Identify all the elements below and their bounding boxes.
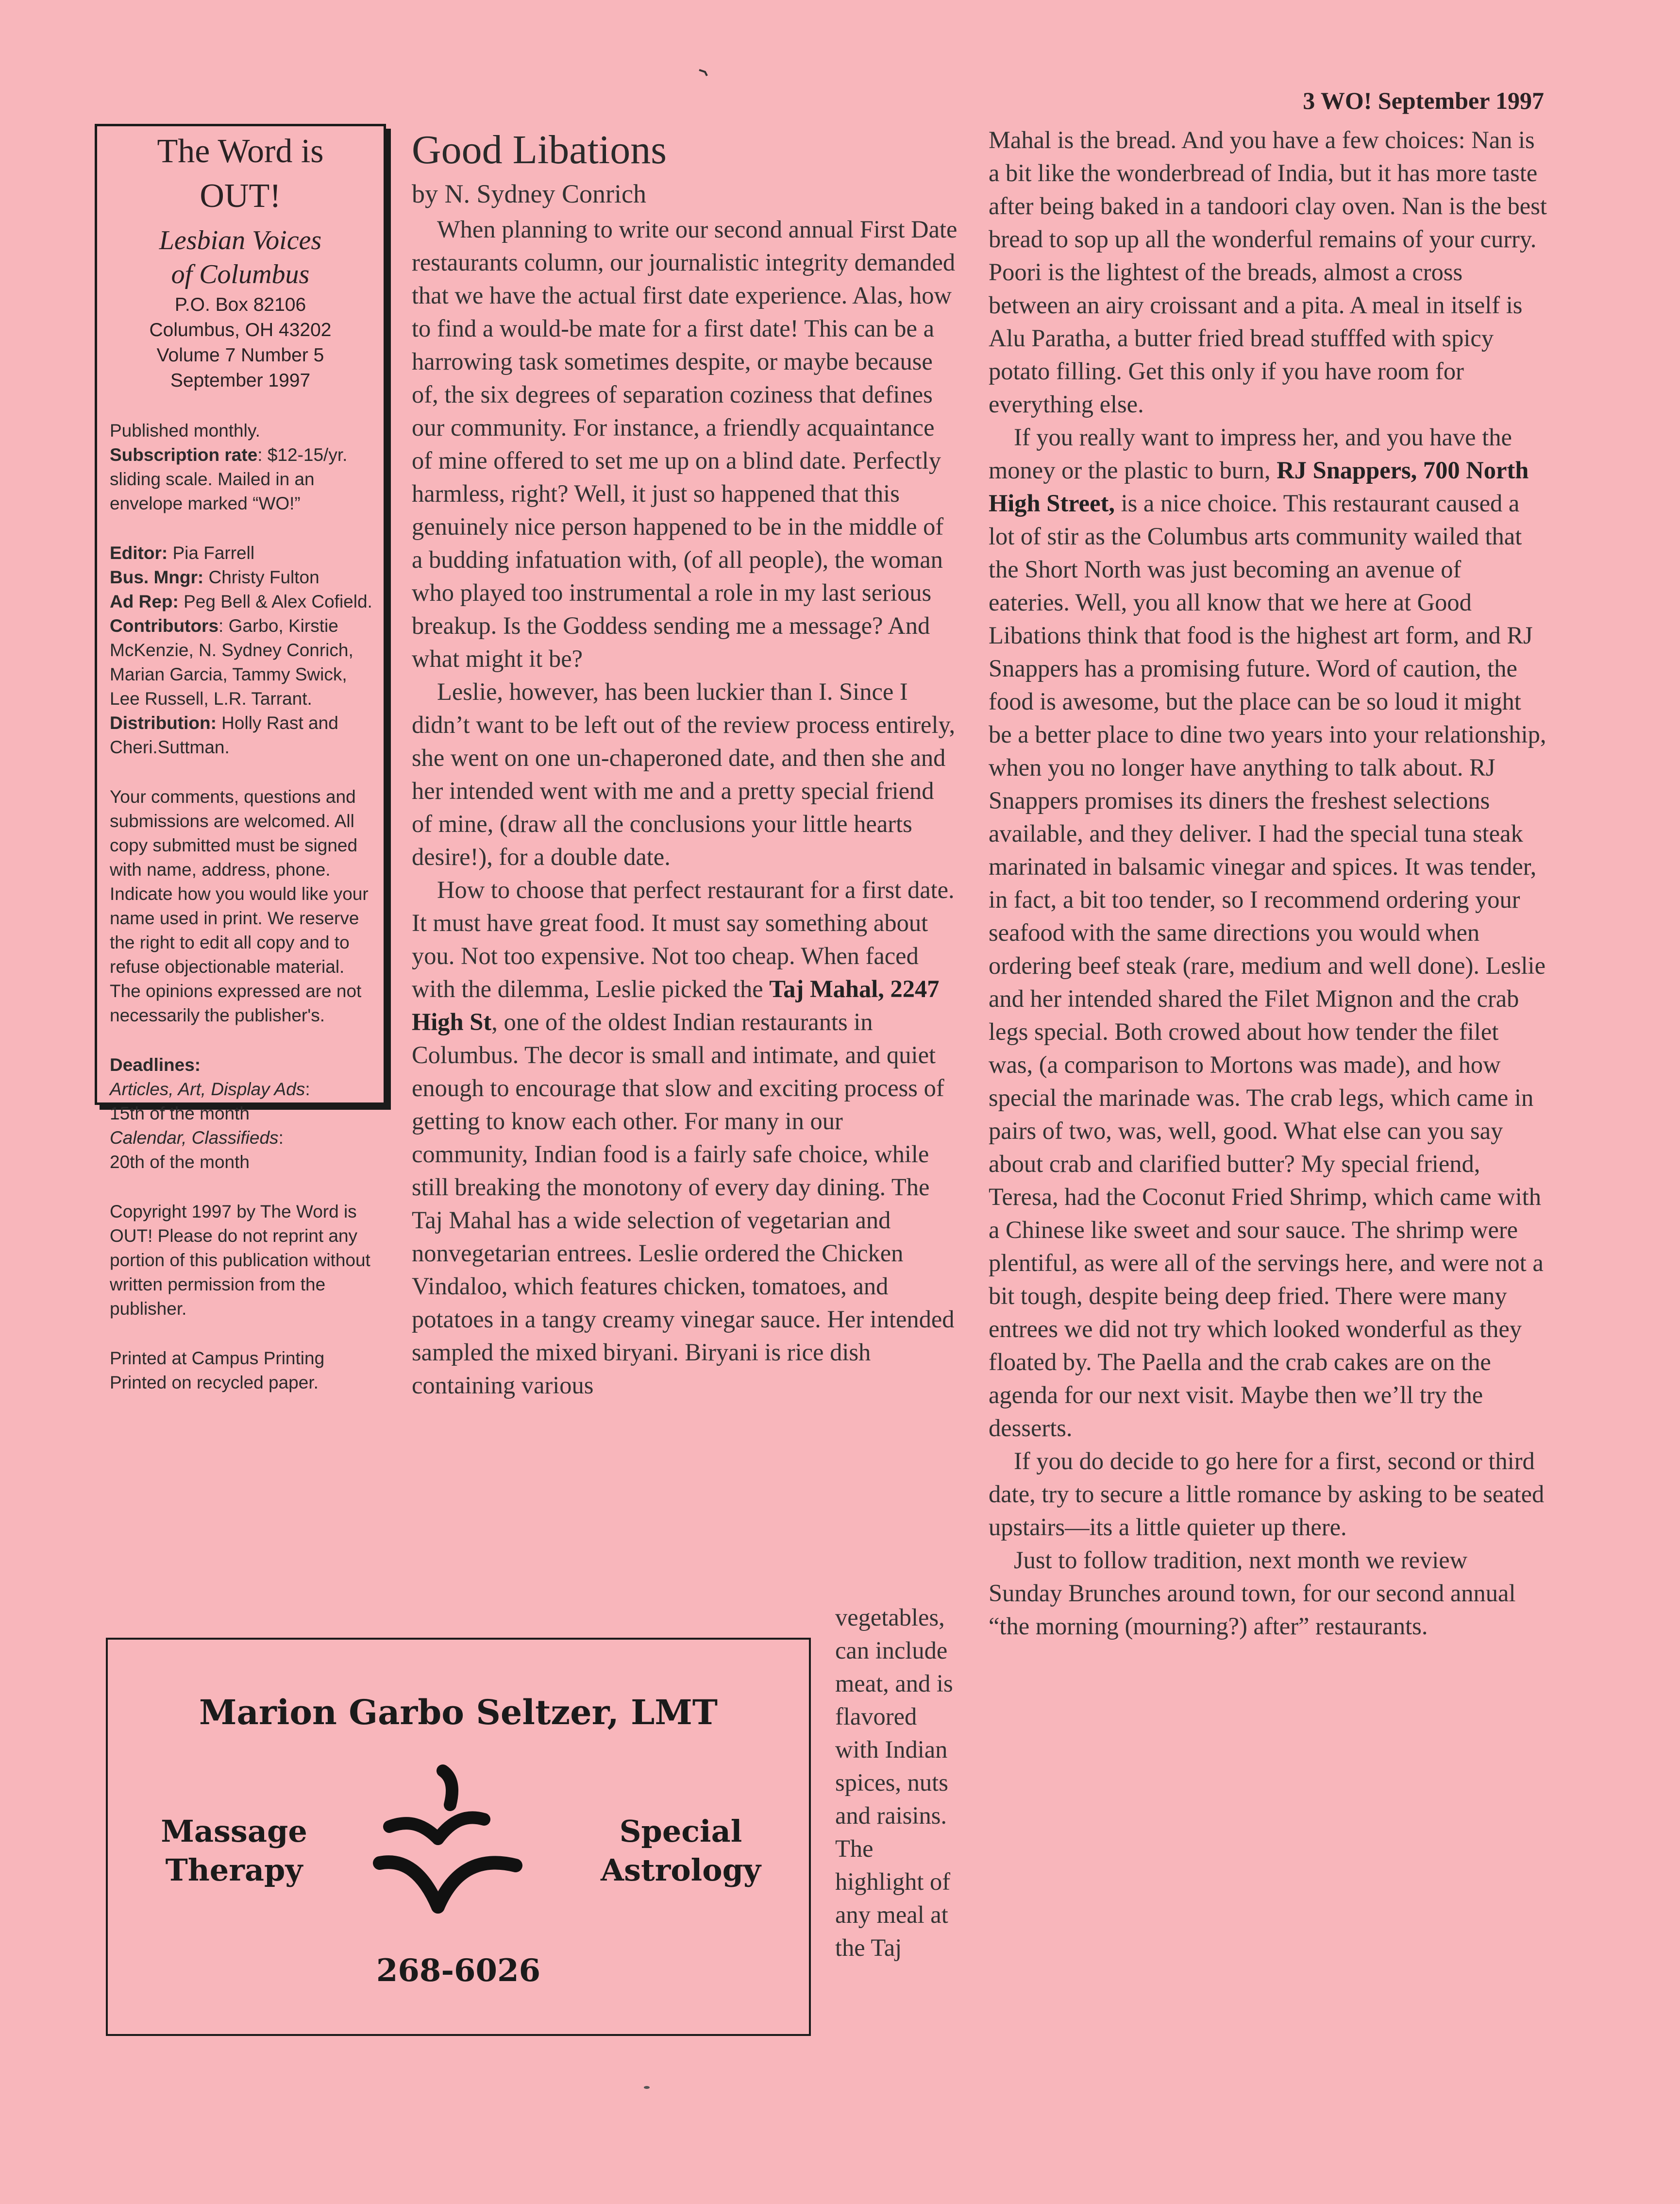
massage-ad — [106, 1638, 811, 2036]
article-headline: Good Libations — [412, 127, 667, 172]
ad-phone-number: 268-6026 — [376, 1952, 541, 1989]
article-column-1 — [412, 213, 959, 1402]
article-paragraph: When planning to write our second annual First Date restaurants column, our journalistic integrity demanded that we have the actual first date experience. Alas, how to find a would-be mate for a first date! This can be a harrowing task sometimes despite, or maybe because of, the six degrees of separation coziness that defines our community. For instance, a friendly acquaintance of mine offered to set me up on a blind date. Perfectly harmless, right? Well, it just so happened that this genuinely nice person happened to be in the middle of a budding infatuation with, (of all people), the woman who played too instrumental a role in my last serious breakup. Is the Goddess sending me a message? And what might it be? — [412, 216, 958, 672]
comments-note: Your comments, questions and submissions are welcomed. All copy submitted must be signed with name, address, phone. Indicate how you would like your name used in print. We reserve the right to edit all copy and to refuse objectionable material. The opinions expressed are not necessarily the publisher's. — [110, 787, 369, 1025]
article-byline: by N. Sydney Conrich — [412, 179, 646, 208]
ad-right-line1: Special — [619, 1814, 742, 1849]
article-paragraph-continued: Mahal is the bread. And you have a few choices: Nan is a bit like the wonderbread of India, but it has more taste after being baked in a tandoori clay oven. Nan is the best bread to sop up all the wonderful remains of your curry. Poori is the lightest of the breads, almost a cross between an airy croissant and a pita. A meal in itself is Alu Paratha, a butter fried bread stufffed with spicy potato filling. Get this only if you have room for everything else. — [989, 126, 1547, 418]
ad-left-line1: Massage — [161, 1814, 307, 1849]
address-line: Columbus, OH 43202 — [149, 320, 332, 340]
ad-business-name: Marion Garbo Seltzer, LMT — [199, 1692, 718, 1732]
stray-mark — [698, 68, 708, 78]
article-paragraph: If you really want to impress her, and you have the money or the plastic to burn, RJ Snappers, 700 North High Street, is a nice choice. This restaurant caused a lot of stir as the Columbus arts community wailed that the Short North was just becoming an avenue of eateries. Well, you all know that we here at Good Libations think that food is the highest art form, and RJ Snappers has a promising future. Word of caution, the food is awesome, but the place can be so loud it might be a better place to dine two years into your relationship, when you no longer have anything to talk about. RJ Snappers promises its diners the freshest selections available, and they deliver. I had the special tuna steak marinated in balsamic vinegar and spices. It was tender, in fact, a bit too tender, so I recommend ordering your seafood with the same directions you would when ordering beef steak (rare, medium and well done). Leslie and her intended shared the Filet Mignon and the crab legs special. Both crowed about how tender the filet was, (a comparison to Mortons was made), and how special the marinade was. The crab legs, which came in pairs of two, was, well, good. What else can you say about crab and clarified butter? My special friend, Teresa, had the Coconut Fried Shrimp, which came with a Chinese like sweet and sour sauce. The shrimp were plentiful, as were all of the servings here, and were not a bit tough, despite being deep fried. There were many entrees we did not try which looked wonderful as they floated by. The Paella and the crab cakes are on the agenda for our next visit. Maybe then we’ll try the desserts. — [989, 424, 1546, 1441]
published-note: Published monthly. — [110, 421, 260, 441]
printed-note-2: Printed on recycled paper. — [110, 1373, 319, 1392]
printed-note-1: Printed at Campus Printing — [110, 1348, 325, 1368]
masthead-title-line2: OUT! — [200, 177, 281, 215]
contributors-credit: Contributors: Garbo, Kirstie McKenzie, N. Sydney Conrich, Marian Garcia, Tammy Swick, Lee Russell, L.R. Tarrant. — [110, 616, 353, 709]
ad-service-left — [154, 1812, 314, 1890]
article-paragraph: How to choose that perfect restaurant for a first date. It must have great food. It must say something about you. Not too expensive. Not too cheap. When faced with the dilemma, Leslie picked the Taj Mahal, 2247 High St, one of the oldest Indian restaurants in Columbus. The decor is small and intimate, and quiet enough to encourage that slow and exciting process of getting to know each other. For many in our community, Indian food is a fairly safe choice, while still breaking the monotony of every day dining. The Taj Mahal has a wide selection of vegetarian and nonvegetarian entrees. Leslie ordered the Chicken Vindaloo, which features chicken, tomatoes, and potatoes in a tangy creamy vinegar sauce. Her intended sampled the mixed biryani. Biryani is rice dish containing various — [412, 876, 955, 1399]
deadline-2-value: 20th of the month — [110, 1152, 250, 1172]
masthead-subtitle-line2: of Columbus — [171, 259, 310, 289]
restaurant-name: RJ Snappers, 700 North High Street, — [989, 457, 1529, 517]
deadlines-heading: Deadlines: — [110, 1055, 201, 1075]
article-column-1-narrow — [835, 1601, 961, 1964]
article-column-2 — [989, 123, 1547, 1643]
page-folio: 3 WO! September 1997 — [1303, 87, 1544, 114]
editor-credit: Editor: Pia Farrell — [110, 543, 255, 563]
masthead-subtitle-line1: Lesbian Voices — [159, 225, 322, 255]
article-paragraph-continued: vegetables, can include meat, and is flavored with Indian spices, nuts and raisins. The highlight of any meal at the Taj — [835, 1604, 953, 1961]
address-line: September 1997 — [170, 370, 311, 391]
busmgr-credit: Bus. Mngr: Christy Fulton — [110, 567, 319, 587]
masthead-box — [95, 124, 386, 1392]
deadline-1-value: 15th of the month — [110, 1103, 250, 1123]
masthead-subtitle — [97, 223, 384, 291]
deadline-1-label: Articles, Art, Display Ads: — [110, 1079, 310, 1099]
address-line: Volume 7 Number 5 — [156, 345, 324, 366]
article-paragraph: Leslie, however, has been luckier than I. Since I didn’t want to be left out of the review process entirely, she went on one un-chaperoned date, and then she and her intended went with me and a pretty special friend of mine, (draw all the conclusions your little hearts desire!), for a double date. — [412, 678, 956, 870]
calligraphic-v-logo-icon — [370, 1761, 535, 1931]
address-line: P.O. Box 82106 — [174, 294, 306, 315]
ad-right-line2: Astrology — [601, 1852, 761, 1888]
ad-left-line2: Therapy — [165, 1852, 303, 1888]
masthead-title — [97, 129, 384, 219]
adrep-credit: Ad Rep: Peg Bell & Alex Cofield. — [110, 592, 372, 611]
subscription-note: Subscription rate: $12-15/yr. sliding scale. Mailed in an envelope marked “WO!” — [110, 445, 348, 513]
stray-dot — [644, 2086, 650, 2089]
copyright-note: Copyright 1997 by The Word is OUT! Please do not reprint any portion of this publication without written permission from the publisher. — [110, 1202, 370, 1319]
restaurant-name: Taj Mahal, 2247 High St — [412, 975, 940, 1035]
ad-service-right — [584, 1812, 778, 1890]
masthead-address — [97, 292, 384, 393]
masthead-title-line1: The Word is — [157, 133, 324, 170]
distribution-credit: Distribution: Holly Rast and Cheri.Suttman. — [110, 713, 338, 757]
article-paragraph: If you do decide to go here for a first, second or third date, try to secure a little romance by asking to be seated upstairs—its a little quieter up there. — [989, 1447, 1545, 1541]
article-paragraph: Just to follow tradition, next month we review Sunday Brunches around town, for our second annual “the morning (mourning?) after” restaurants. — [989, 1546, 1516, 1640]
masthead-details — [97, 419, 384, 1395]
deadline-2-label: Calendar, Classifieds: — [110, 1128, 284, 1148]
